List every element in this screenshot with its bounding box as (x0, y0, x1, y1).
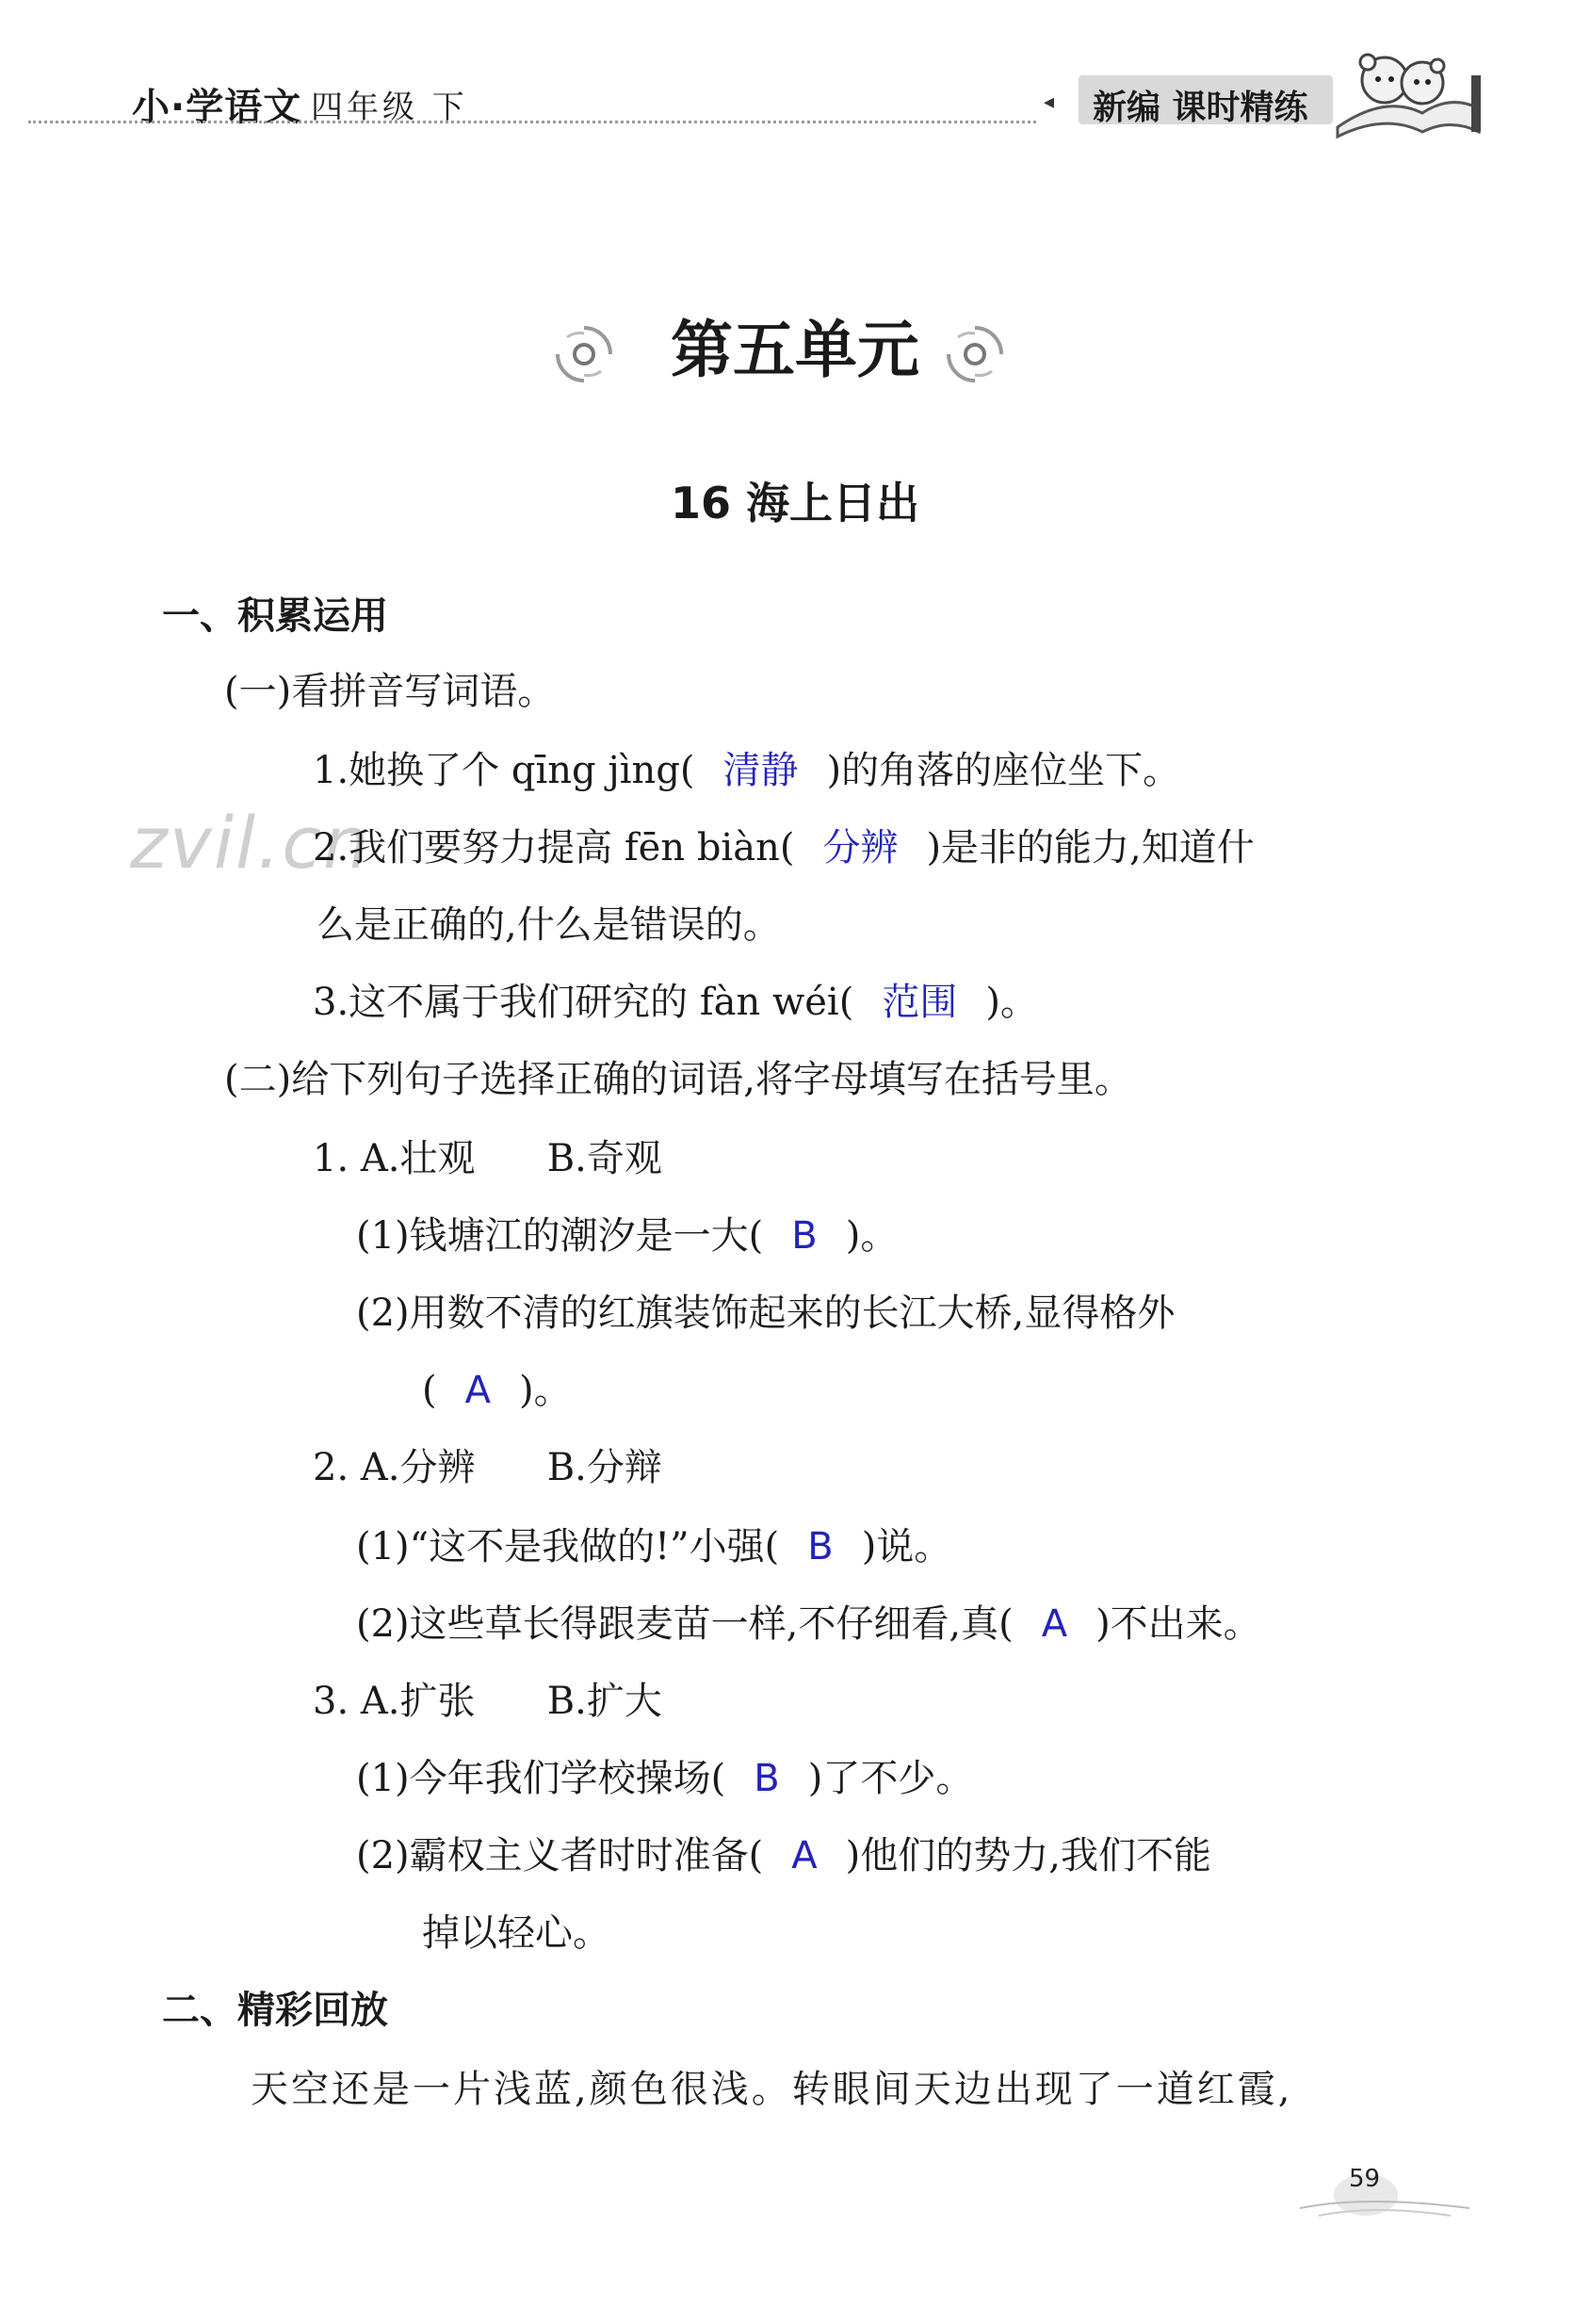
question-text: (2)霸权主义者时时准备( (356, 1834, 764, 1877)
question-text: )。 (518, 1369, 572, 1412)
question-text: (2)这些草长得跟麦苗一样,不仔细看,真( (356, 1602, 1014, 1646)
answer: B (754, 1757, 780, 1800)
answer: A (791, 1834, 818, 1877)
question-text: )是非的能力,知道什 (926, 826, 1255, 869)
brand-title: 新编 课时精练 (1093, 89, 1308, 127)
question-text: (1)钱塘江的潮汐是一大( (356, 1214, 764, 1258)
question-text: )他们的势力,我们不能 (845, 1834, 1211, 1877)
answer: 范围 (882, 981, 958, 1024)
left-arrow-icon: ◂ (1044, 90, 1055, 114)
answer: A (464, 1369, 491, 1412)
bears-book-icon (1328, 38, 1488, 141)
book-grade: 四年级 下 (311, 89, 468, 126)
page-number: 59 (1349, 2165, 1381, 2193)
part-heading-2: (二)给下列句子选择正确的词语,将字母填写在括号里。 (224, 1058, 1132, 1101)
question-text: )。 (985, 981, 1038, 1024)
sentence-continued: 掉以轻心。 (422, 1911, 610, 1955)
answer: 分辨 (822, 826, 899, 869)
answer: B (807, 1525, 834, 1568)
question-1 (313, 740, 1180, 794)
question-text: )说。 (861, 1525, 952, 1568)
section-heading-2: 二、精彩回放 (162, 1989, 388, 2032)
question-text: )了不少。 (807, 1757, 974, 1800)
swirl-right-icon (937, 317, 1013, 392)
question-text: )不出来。 (1095, 1602, 1261, 1646)
sentence (356, 1826, 1211, 1879)
question-text: 3.这不属于我们研究的 fàn wéi( (313, 981, 854, 1024)
watermark: zvil.cn (130, 801, 371, 885)
sentence (356, 1206, 898, 1260)
options-1: 1. A.壮观 B.奇观 (313, 1137, 662, 1180)
part-heading-1: (一)看拼音写词语。 (224, 670, 556, 713)
question-3 (313, 972, 1038, 1026)
question-2-continued: 么是正确的,什么是错误的。 (316, 903, 781, 947)
lesson-title: 16 海上日出 (670, 478, 920, 528)
book-subject: 小·学语文 (132, 86, 302, 129)
options-2: 2. A.分辨 B.分辩 (313, 1446, 662, 1489)
question-2 (313, 818, 1255, 871)
section-heading-1: 一、积累运用 (162, 594, 388, 638)
answer: B (791, 1214, 818, 1258)
question-text: (1)“这不是我做的!”小强( (356, 1525, 780, 1568)
unit-title: 第五单元 (671, 313, 919, 386)
sentence (356, 1748, 973, 1802)
reading-passage: 天空还是一片浅蓝,颜色很浅。转眼间天边出现了一道红霞, (251, 2068, 1293, 2111)
question-text: (1)今年我们学校操场( (356, 1757, 726, 1800)
sentence-continued (422, 1360, 572, 1414)
sentence (356, 1517, 951, 1570)
answer: 清静 (722, 749, 799, 792)
answer: A (1041, 1602, 1068, 1646)
options-3: 3. A.扩张 B.扩大 (313, 1680, 662, 1723)
question-text: 1.她换了个 qīng jìng( (313, 749, 695, 792)
sentence (356, 1594, 1261, 1648)
question-text: )。 (845, 1214, 899, 1258)
question-text: ( (422, 1369, 437, 1412)
question-text: 2.我们要努力提高 fēn biàn( (313, 826, 795, 869)
sentence: (2)用数不清的红旗装饰起来的长江大桥,显得格外 (356, 1292, 1176, 1335)
page-number-ornament-icon (1290, 2167, 1479, 2223)
question-text: )的角落的座位坐下。 (826, 749, 1181, 792)
header-divider (28, 121, 1036, 123)
